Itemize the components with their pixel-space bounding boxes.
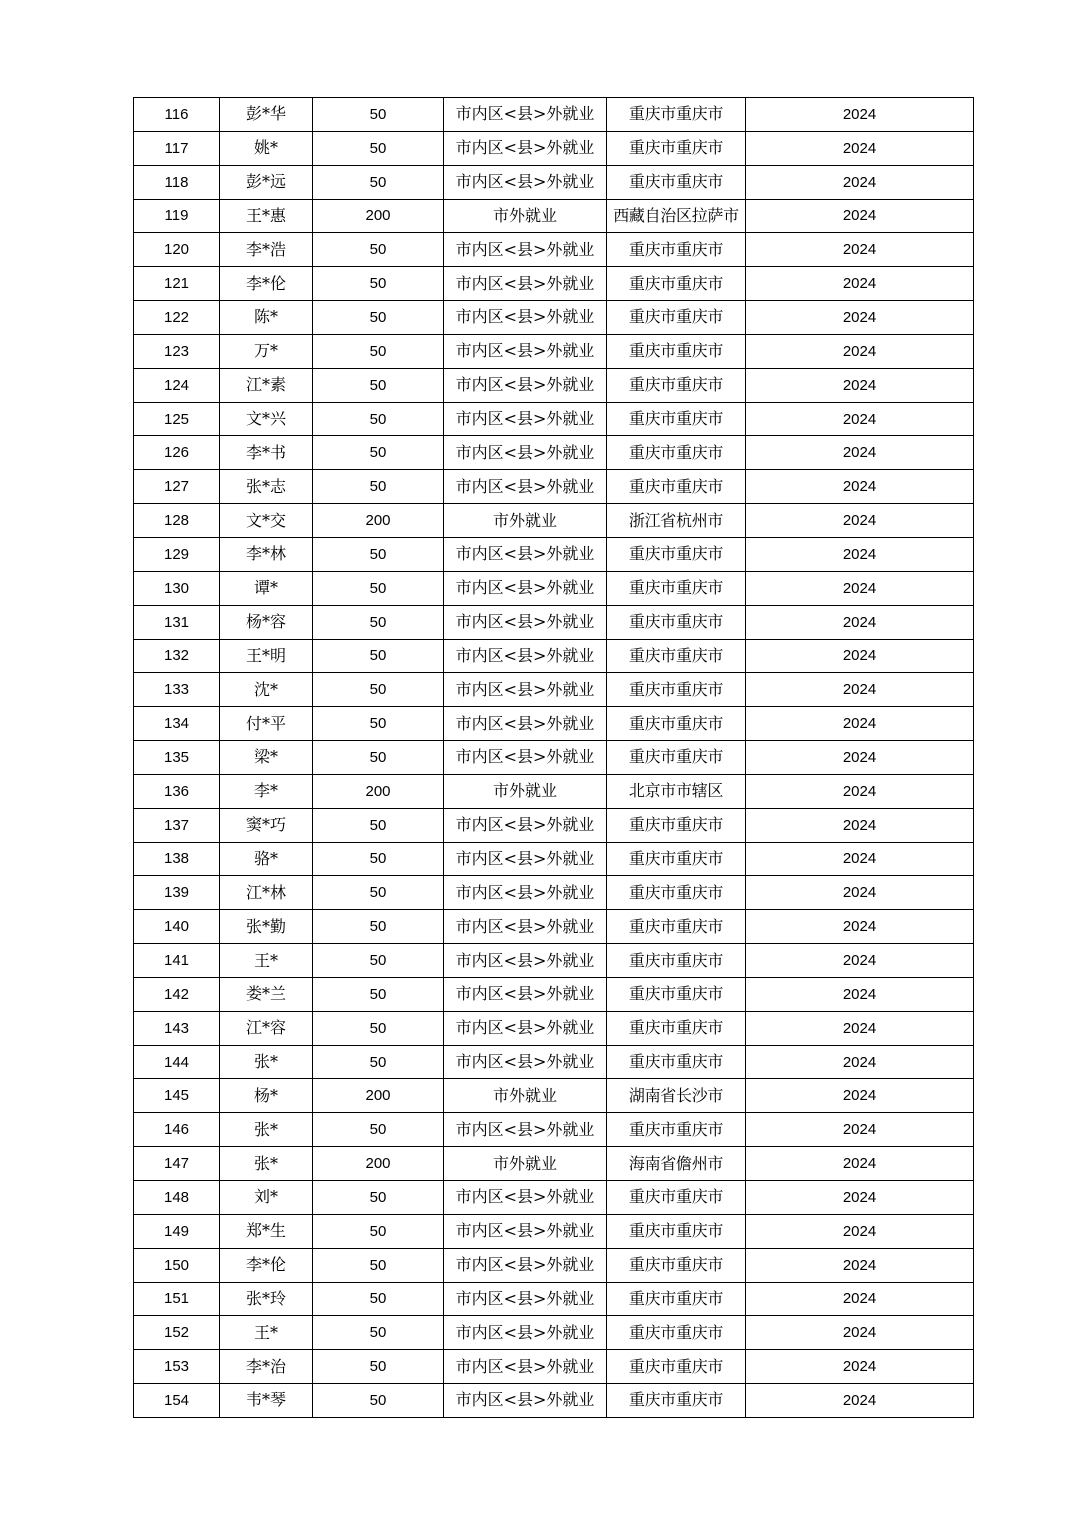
name-cell: 付*平 [220, 707, 313, 741]
year-cell: 2024 [746, 808, 974, 842]
table-row [134, 1147, 974, 1181]
table-row [134, 402, 974, 436]
table-row [134, 707, 974, 741]
location-cell: 重庆市重庆市 [607, 98, 746, 132]
location-cell: 重庆市重庆市 [607, 537, 746, 571]
location-cell: 浙江省杭州市 [607, 504, 746, 538]
table-row [134, 808, 974, 842]
row-number-cell: 126 [134, 436, 220, 470]
employment-type-cell: 市内区<县>外就业 [444, 1350, 607, 1384]
row-number-cell: 127 [134, 470, 220, 504]
table-row [134, 98, 974, 132]
row-number-cell: 124 [134, 368, 220, 402]
employment-type-cell: 市外就业 [444, 199, 607, 233]
name-cell: 刘* [220, 1181, 313, 1215]
row-number-cell: 139 [134, 876, 220, 910]
amount-cell: 50 [313, 910, 444, 944]
amount-cell: 50 [313, 1248, 444, 1282]
name-cell: 李*伦 [220, 1248, 313, 1282]
year-cell: 2024 [746, 470, 974, 504]
location-cell: 重庆市重庆市 [607, 639, 746, 673]
row-number-cell: 134 [134, 707, 220, 741]
row-number-cell: 119 [134, 199, 220, 233]
table-row [134, 537, 974, 571]
name-cell: 杨* [220, 1079, 313, 1113]
location-cell: 重庆市重庆市 [607, 402, 746, 436]
employment-type-cell: 市内区<县>外就业 [444, 1113, 607, 1147]
employment-type-cell: 市内区<县>外就业 [444, 1045, 607, 1079]
amount-cell: 50 [313, 267, 444, 301]
name-cell: 万* [220, 334, 313, 368]
row-number-cell: 137 [134, 808, 220, 842]
year-cell: 2024 [746, 944, 974, 978]
year-cell: 2024 [746, 1147, 974, 1181]
amount-cell: 50 [313, 944, 444, 978]
year-cell: 2024 [746, 436, 974, 470]
location-cell: 重庆市重庆市 [607, 436, 746, 470]
employment-type-cell: 市内区<县>外就业 [444, 470, 607, 504]
year-cell: 2024 [746, 267, 974, 301]
location-cell: 西藏自治区拉萨市 [607, 199, 746, 233]
records-body [134, 98, 974, 1418]
amount-cell: 50 [313, 368, 444, 402]
amount-cell: 50 [313, 605, 444, 639]
employment-type-cell: 市内区<县>外就业 [444, 1011, 607, 1045]
year-cell: 2024 [746, 1282, 974, 1316]
location-cell: 重庆市重庆市 [607, 1214, 746, 1248]
location-cell: 湖南省长沙市 [607, 1079, 746, 1113]
location-cell: 重庆市重庆市 [607, 1181, 746, 1215]
amount-cell: 200 [313, 1147, 444, 1181]
location-cell: 重庆市重庆市 [607, 876, 746, 910]
row-number-cell: 142 [134, 977, 220, 1011]
name-cell: 郑*生 [220, 1214, 313, 1248]
row-number-cell: 129 [134, 537, 220, 571]
name-cell: 王* [220, 1316, 313, 1350]
employment-type-cell: 市内区<县>外就业 [444, 977, 607, 1011]
row-number-cell: 132 [134, 639, 220, 673]
name-cell: 窦*巧 [220, 808, 313, 842]
name-cell: 江*容 [220, 1011, 313, 1045]
table-row [134, 1011, 974, 1045]
amount-cell: 50 [313, 639, 444, 673]
table-row [134, 267, 974, 301]
location-cell: 海南省儋州市 [607, 1147, 746, 1181]
name-cell: 彭*远 [220, 165, 313, 199]
row-number-cell: 133 [134, 673, 220, 707]
name-cell: 文*交 [220, 504, 313, 538]
amount-cell: 50 [313, 165, 444, 199]
year-cell: 2024 [746, 199, 974, 233]
name-cell: 韦*琴 [220, 1384, 313, 1418]
row-number-cell: 149 [134, 1214, 220, 1248]
employment-type-cell: 市内区<县>外就业 [444, 1384, 607, 1418]
table-row [134, 1316, 974, 1350]
amount-cell: 50 [313, 436, 444, 470]
year-cell: 2024 [746, 741, 974, 775]
year-cell: 2024 [746, 673, 974, 707]
employment-type-cell: 市内区<县>外就业 [444, 368, 607, 402]
name-cell: 谭* [220, 571, 313, 605]
table-row [134, 368, 974, 402]
year-cell: 2024 [746, 639, 974, 673]
year-cell: 2024 [746, 1113, 974, 1147]
amount-cell: 50 [313, 673, 444, 707]
amount-cell: 50 [313, 1282, 444, 1316]
amount-cell: 50 [313, 1113, 444, 1147]
employment-type-cell: 市内区<县>外就业 [444, 334, 607, 368]
row-number-cell: 151 [134, 1282, 220, 1316]
amount-cell: 200 [313, 1079, 444, 1113]
location-cell: 重庆市重庆市 [607, 267, 746, 301]
table-row [134, 301, 974, 335]
amount-cell: 50 [313, 707, 444, 741]
location-cell: 重庆市重庆市 [607, 470, 746, 504]
location-cell: 重庆市重庆市 [607, 1113, 746, 1147]
employment-type-cell: 市内区<县>外就业 [444, 267, 607, 301]
year-cell: 2024 [746, 1316, 974, 1350]
table-row [134, 334, 974, 368]
row-number-cell: 140 [134, 910, 220, 944]
location-cell: 重庆市重庆市 [607, 605, 746, 639]
table-row [134, 977, 974, 1011]
row-number-cell: 153 [134, 1350, 220, 1384]
location-cell: 重庆市重庆市 [607, 673, 746, 707]
row-number-cell: 145 [134, 1079, 220, 1113]
name-cell: 娄*兰 [220, 977, 313, 1011]
name-cell: 杨*容 [220, 605, 313, 639]
amount-cell: 50 [313, 808, 444, 842]
amount-cell: 50 [313, 571, 444, 605]
employment-type-cell: 市内区<县>外就业 [444, 1248, 607, 1282]
year-cell: 2024 [746, 605, 974, 639]
year-cell: 2024 [746, 774, 974, 808]
location-cell: 重庆市重庆市 [607, 1045, 746, 1079]
table-row [134, 944, 974, 978]
location-cell: 重庆市重庆市 [607, 1282, 746, 1316]
employment-type-cell: 市内区<县>外就业 [444, 605, 607, 639]
name-cell: 张*玲 [220, 1282, 313, 1316]
employment-type-cell: 市内区<县>外就业 [444, 571, 607, 605]
employment-type-cell: 市内区<县>外就业 [444, 233, 607, 267]
amount-cell: 50 [313, 537, 444, 571]
location-cell: 重庆市重庆市 [607, 977, 746, 1011]
employment-type-cell: 市内区<县>外就业 [444, 808, 607, 842]
table-row [134, 165, 974, 199]
year-cell: 2024 [746, 537, 974, 571]
table-row [134, 639, 974, 673]
table-row [134, 470, 974, 504]
year-cell: 2024 [746, 301, 974, 335]
employment-type-cell: 市内区<县>外就业 [444, 1316, 607, 1350]
location-cell: 重庆市重庆市 [607, 1316, 746, 1350]
location-cell: 重庆市重庆市 [607, 1011, 746, 1045]
table-row [134, 774, 974, 808]
row-number-cell: 116 [134, 98, 220, 132]
name-cell: 张*志 [220, 470, 313, 504]
table-row [134, 504, 974, 538]
year-cell: 2024 [746, 842, 974, 876]
name-cell: 李*书 [220, 436, 313, 470]
table-row [134, 910, 974, 944]
row-number-cell: 123 [134, 334, 220, 368]
year-cell: 2024 [746, 334, 974, 368]
location-cell: 重庆市重庆市 [607, 301, 746, 335]
row-number-cell: 143 [134, 1011, 220, 1045]
row-number-cell: 138 [134, 842, 220, 876]
table-row [134, 741, 974, 775]
row-number-cell: 136 [134, 774, 220, 808]
amount-cell: 50 [313, 1316, 444, 1350]
row-number-cell: 144 [134, 1045, 220, 1079]
row-number-cell: 128 [134, 504, 220, 538]
location-cell: 重庆市重庆市 [607, 741, 746, 775]
name-cell: 张* [220, 1045, 313, 1079]
location-cell: 重庆市重庆市 [607, 707, 746, 741]
amount-cell: 50 [313, 1384, 444, 1418]
row-number-cell: 120 [134, 233, 220, 267]
employment-type-cell: 市内区<县>外就业 [444, 741, 607, 775]
employment-type-cell: 市内区<县>外就业 [444, 842, 607, 876]
employment-type-cell: 市内区<县>外就业 [444, 707, 607, 741]
year-cell: 2024 [746, 131, 974, 165]
year-cell: 2024 [746, 1045, 974, 1079]
name-cell: 李*林 [220, 537, 313, 571]
employment-type-cell: 市外就业 [444, 1079, 607, 1113]
name-cell: 李*治 [220, 1350, 313, 1384]
row-number-cell: 141 [134, 944, 220, 978]
amount-cell: 50 [313, 1045, 444, 1079]
table-row [134, 842, 974, 876]
location-cell: 重庆市重庆市 [607, 1384, 746, 1418]
employment-type-cell: 市内区<县>外就业 [444, 1181, 607, 1215]
year-cell: 2024 [746, 876, 974, 910]
table-row [134, 1248, 974, 1282]
name-cell: 王*明 [220, 639, 313, 673]
amount-cell: 50 [313, 233, 444, 267]
employment-type-cell: 市内区<县>外就业 [444, 876, 607, 910]
employment-type-cell: 市内区<县>外就业 [444, 537, 607, 571]
amount-cell: 50 [313, 842, 444, 876]
table-row [134, 131, 974, 165]
name-cell: 姚* [220, 131, 313, 165]
employment-type-cell: 市内区<县>外就业 [444, 673, 607, 707]
employment-type-cell: 市外就业 [444, 774, 607, 808]
name-cell: 沈* [220, 673, 313, 707]
location-cell: 北京市市辖区 [607, 774, 746, 808]
employment-type-cell: 市外就业 [444, 1147, 607, 1181]
year-cell: 2024 [746, 707, 974, 741]
year-cell: 2024 [746, 1214, 974, 1248]
table-row [134, 1384, 974, 1418]
location-cell: 重庆市重庆市 [607, 131, 746, 165]
amount-cell: 200 [313, 199, 444, 233]
row-number-cell: 148 [134, 1181, 220, 1215]
row-number-cell: 117 [134, 131, 220, 165]
table-row [134, 233, 974, 267]
row-number-cell: 125 [134, 402, 220, 436]
table-row [134, 1045, 974, 1079]
employment-type-cell: 市内区<县>外就业 [444, 639, 607, 673]
name-cell: 王*惠 [220, 199, 313, 233]
amount-cell: 50 [313, 131, 444, 165]
location-cell: 重庆市重庆市 [607, 1350, 746, 1384]
employment-type-cell: 市内区<县>外就业 [444, 165, 607, 199]
row-number-cell: 122 [134, 301, 220, 335]
location-cell: 重庆市重庆市 [607, 368, 746, 402]
employment-type-cell: 市内区<县>外就业 [444, 1214, 607, 1248]
employment-type-cell: 市内区<县>外就业 [444, 910, 607, 944]
location-cell: 重庆市重庆市 [607, 233, 746, 267]
amount-cell: 50 [313, 1350, 444, 1384]
table-row [134, 436, 974, 470]
name-cell: 李*伦 [220, 267, 313, 301]
year-cell: 2024 [746, 165, 974, 199]
year-cell: 2024 [746, 977, 974, 1011]
table-row [134, 1079, 974, 1113]
name-cell: 张*勤 [220, 910, 313, 944]
year-cell: 2024 [746, 910, 974, 944]
year-cell: 2024 [746, 1181, 974, 1215]
amount-cell: 50 [313, 98, 444, 132]
table-row [134, 1214, 974, 1248]
employment-type-cell: 市内区<县>外就业 [444, 402, 607, 436]
employment-type-cell: 市内区<县>外就业 [444, 301, 607, 335]
year-cell: 2024 [746, 571, 974, 605]
row-number-cell: 121 [134, 267, 220, 301]
year-cell: 2024 [746, 233, 974, 267]
name-cell: 梁* [220, 741, 313, 775]
table-row [134, 571, 974, 605]
employment-type-cell: 市内区<县>外就业 [444, 1282, 607, 1316]
location-cell: 重庆市重庆市 [607, 910, 746, 944]
location-cell: 重庆市重庆市 [607, 842, 746, 876]
amount-cell: 50 [313, 876, 444, 910]
amount-cell: 50 [313, 334, 444, 368]
location-cell: 重庆市重庆市 [607, 944, 746, 978]
table-row [134, 199, 974, 233]
employment-type-cell: 市内区<县>外就业 [444, 131, 607, 165]
row-number-cell: 146 [134, 1113, 220, 1147]
table-row [134, 876, 974, 910]
name-cell: 张* [220, 1147, 313, 1181]
amount-cell: 50 [313, 741, 444, 775]
name-cell: 江*素 [220, 368, 313, 402]
name-cell: 王* [220, 944, 313, 978]
row-number-cell: 118 [134, 165, 220, 199]
table-row [134, 1113, 974, 1147]
location-cell: 重庆市重庆市 [607, 1248, 746, 1282]
name-cell: 文*兴 [220, 402, 313, 436]
name-cell: 彭*华 [220, 98, 313, 132]
name-cell: 陈* [220, 301, 313, 335]
row-number-cell: 147 [134, 1147, 220, 1181]
employment-type-cell: 市内区<县>外就业 [444, 944, 607, 978]
year-cell: 2024 [746, 368, 974, 402]
name-cell: 张* [220, 1113, 313, 1147]
row-number-cell: 130 [134, 571, 220, 605]
year-cell: 2024 [746, 1384, 974, 1418]
year-cell: 2024 [746, 1011, 974, 1045]
table-row [134, 1350, 974, 1384]
name-cell: 骆* [220, 842, 313, 876]
table-row [134, 673, 974, 707]
amount-cell: 50 [313, 1214, 444, 1248]
table-row [134, 1181, 974, 1215]
amount-cell: 50 [313, 470, 444, 504]
location-cell: 重庆市重庆市 [607, 165, 746, 199]
amount-cell: 50 [313, 1181, 444, 1215]
year-cell: 2024 [746, 1350, 974, 1384]
year-cell: 2024 [746, 1079, 974, 1113]
row-number-cell: 131 [134, 605, 220, 639]
location-cell: 重庆市重庆市 [607, 571, 746, 605]
amount-cell: 50 [313, 301, 444, 335]
row-number-cell: 135 [134, 741, 220, 775]
location-cell: 重庆市重庆市 [607, 334, 746, 368]
year-cell: 2024 [746, 1248, 974, 1282]
employment-type-cell: 市外就业 [444, 504, 607, 538]
year-cell: 2024 [746, 98, 974, 132]
year-cell: 2024 [746, 402, 974, 436]
amount-cell: 50 [313, 402, 444, 436]
year-cell: 2024 [746, 504, 974, 538]
employment-type-cell: 市内区<县>外就业 [444, 436, 607, 470]
table-row [134, 1282, 974, 1316]
records-table [133, 97, 974, 1418]
amount-cell: 50 [313, 977, 444, 1011]
row-number-cell: 150 [134, 1248, 220, 1282]
location-cell: 重庆市重庆市 [607, 808, 746, 842]
row-number-cell: 152 [134, 1316, 220, 1350]
name-cell: 李* [220, 774, 313, 808]
amount-cell: 50 [313, 1011, 444, 1045]
table-row [134, 605, 974, 639]
name-cell: 江*林 [220, 876, 313, 910]
employment-type-cell: 市内区<县>外就业 [444, 98, 607, 132]
amount-cell: 200 [313, 504, 444, 538]
amount-cell: 200 [313, 774, 444, 808]
name-cell: 李*浩 [220, 233, 313, 267]
row-number-cell: 154 [134, 1384, 220, 1418]
